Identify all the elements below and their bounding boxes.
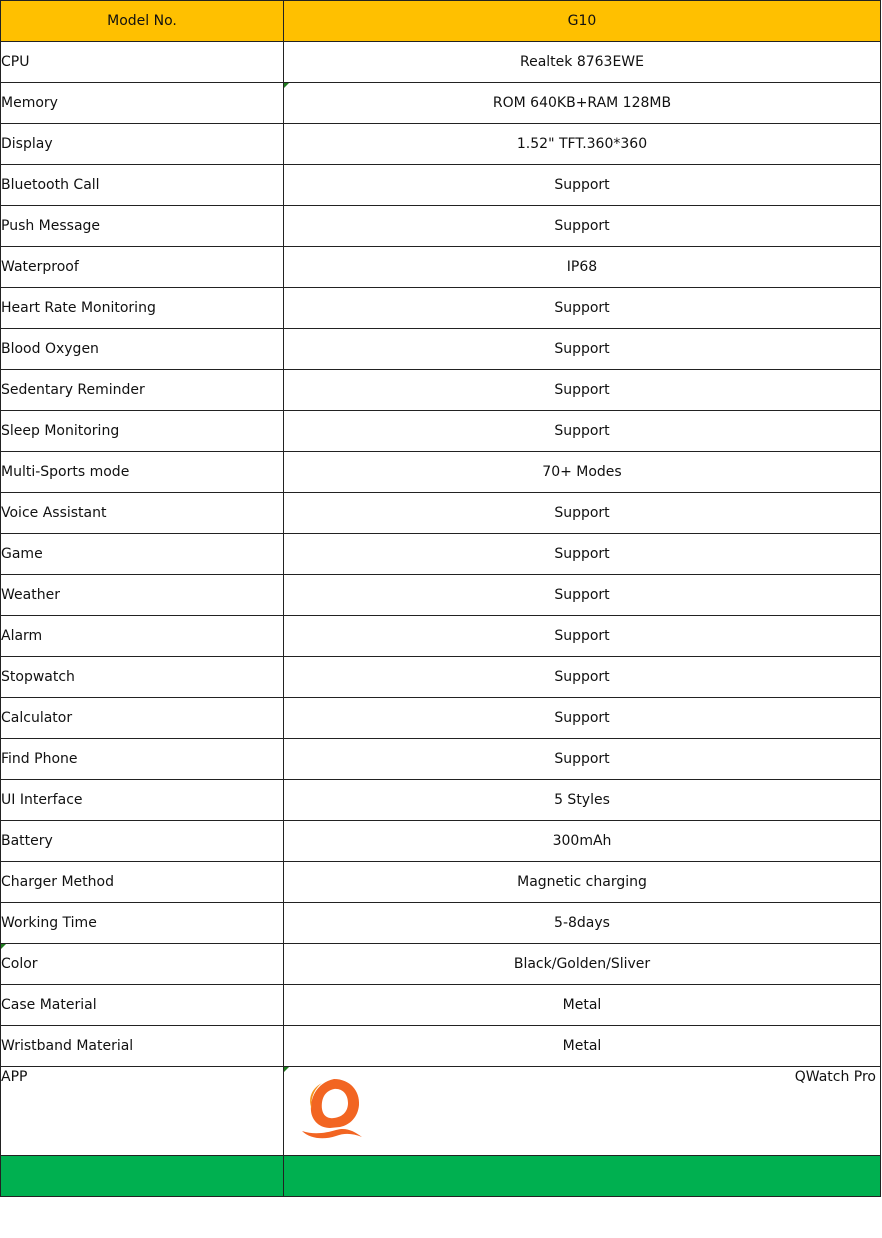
spec-value-cell bbox=[284, 42, 881, 83]
spec-row-battery bbox=[1, 821, 881, 862]
spec-label-cell bbox=[1, 575, 284, 616]
spec-label: Working Time bbox=[1, 915, 97, 931]
spec-value: 1.52" TFT.360*360 bbox=[516, 136, 648, 152]
spec-value: 300mAh bbox=[552, 833, 612, 849]
spec-row-app bbox=[1, 1067, 881, 1156]
spec-row-charger-method bbox=[1, 862, 881, 903]
spec-value-cell bbox=[284, 247, 881, 288]
spec-row-sedentary-reminder bbox=[1, 370, 881, 411]
spec-value-cell bbox=[284, 288, 881, 329]
spec-value: Black/Golden/Sliver bbox=[513, 956, 651, 972]
spec-label-cell bbox=[1, 288, 284, 329]
spec-label-cell bbox=[1, 944, 284, 985]
spec-value: Support bbox=[554, 423, 610, 439]
spec-value-cell bbox=[284, 575, 881, 616]
spec-label: Find Phone bbox=[1, 751, 78, 767]
spec-value-cell bbox=[284, 985, 881, 1026]
spec-row-alarm bbox=[1, 616, 881, 657]
spec-label-cell bbox=[1, 83, 284, 124]
spec-label: Case Material bbox=[1, 997, 97, 1013]
spec-value: Support bbox=[554, 382, 610, 398]
spec-label-cell bbox=[1, 124, 284, 165]
spec-value: Support bbox=[554, 177, 610, 193]
spec-label: Waterproof bbox=[1, 259, 79, 275]
spec-label: Voice Assistant bbox=[1, 505, 107, 521]
spec-label-cell bbox=[1, 411, 284, 452]
spec-label-cell bbox=[1, 985, 284, 1026]
spec-value-cell bbox=[284, 862, 881, 903]
spec-label-cell bbox=[1, 1026, 284, 1067]
spec-label: Calculator bbox=[1, 710, 73, 726]
spec-row-bluetooth-call bbox=[1, 165, 881, 206]
spec-label-cell bbox=[1, 493, 284, 534]
spec-row-working-time bbox=[1, 903, 881, 944]
spec-value: Support bbox=[554, 300, 610, 316]
spec-value: Metal bbox=[562, 997, 602, 1013]
spec-label: Display bbox=[1, 136, 53, 152]
spec-row-waterproof bbox=[1, 247, 881, 288]
footer-cell-right bbox=[284, 1156, 881, 1197]
spec-row-display bbox=[1, 124, 881, 165]
spec-value-cell bbox=[284, 780, 881, 821]
spec-row-wristband-material bbox=[1, 1026, 881, 1067]
spec-row-blood-oxygen bbox=[1, 329, 881, 370]
cell-comment-marker bbox=[1, 944, 6, 949]
spec-label: Game bbox=[1, 546, 43, 562]
spec-value: Support bbox=[554, 341, 610, 357]
spec-value: Support bbox=[554, 587, 610, 603]
spec-value-cell bbox=[284, 1026, 881, 1067]
spec-value-cell bbox=[284, 698, 881, 739]
spec-value: Realtek 8763EWE bbox=[519, 54, 644, 70]
spec-label: Color bbox=[1, 956, 38, 972]
spec-label: Sedentary Reminder bbox=[1, 382, 145, 398]
header-value: G10 bbox=[567, 13, 597, 29]
app-name: QWatch Pro bbox=[794, 1069, 876, 1085]
spec-row-memory bbox=[1, 83, 881, 124]
spec-value: Support bbox=[554, 505, 610, 521]
qwatch-logo-swoosh bbox=[302, 1129, 362, 1138]
spec-label-cell bbox=[1, 329, 284, 370]
app-label: APP bbox=[1, 1069, 28, 1085]
spec-value-cell bbox=[284, 821, 881, 862]
spec-value-cell bbox=[284, 944, 881, 985]
spec-row-heart-rate bbox=[1, 288, 881, 329]
spec-label: Heart Rate Monitoring bbox=[1, 300, 156, 316]
spec-value: Support bbox=[554, 628, 610, 644]
spec-label-cell bbox=[1, 534, 284, 575]
spec-row-calculator bbox=[1, 698, 881, 739]
spec-value-cell bbox=[284, 124, 881, 165]
app-label-cell bbox=[1, 1067, 284, 1156]
spec-row-multi-sports bbox=[1, 452, 881, 493]
spec-value: Magnetic charging bbox=[517, 874, 647, 890]
spec-value-cell bbox=[284, 165, 881, 206]
spec-row-find-phone bbox=[1, 739, 881, 780]
spec-value-cell bbox=[284, 616, 881, 657]
spec-value: Support bbox=[554, 546, 610, 562]
spec-row-voice-assistant bbox=[1, 493, 881, 534]
spec-label: CPU bbox=[1, 54, 30, 70]
spec-value-cell bbox=[284, 411, 881, 452]
spec-value: Support bbox=[554, 669, 610, 685]
spec-value-cell bbox=[284, 83, 881, 124]
spec-value-cell bbox=[284, 739, 881, 780]
spec-label-cell bbox=[1, 206, 284, 247]
spec-value-cell bbox=[284, 657, 881, 698]
spec-label: Blood Oxygen bbox=[1, 341, 99, 357]
spec-value-cell bbox=[284, 534, 881, 575]
spec-row-push-message bbox=[1, 206, 881, 247]
spec-label: UI Interface bbox=[1, 792, 83, 808]
spec-label-cell bbox=[1, 452, 284, 493]
spec-label-cell bbox=[1, 862, 284, 903]
spec-value: IP68 bbox=[566, 259, 598, 275]
spec-value: 5-8days bbox=[554, 915, 610, 931]
spec-label-cell bbox=[1, 698, 284, 739]
spec-row-sleep-monitoring bbox=[1, 411, 881, 452]
spec-label-cell bbox=[1, 739, 284, 780]
spec-label: Multi-Sports mode bbox=[1, 464, 130, 480]
spec-value-cell bbox=[284, 903, 881, 944]
spec-value: Support bbox=[554, 751, 610, 767]
spec-label: Stopwatch bbox=[1, 669, 75, 685]
spec-label-cell bbox=[1, 370, 284, 411]
spec-value: ROM 640KB+RAM 128MB bbox=[492, 95, 672, 111]
spec-value-cell bbox=[284, 329, 881, 370]
spec-label: Bluetooth Call bbox=[1, 177, 100, 193]
header-label-cell bbox=[1, 1, 284, 42]
spec-value-cell bbox=[284, 452, 881, 493]
cell-comment-marker bbox=[284, 1067, 289, 1072]
spec-label-cell bbox=[1, 657, 284, 698]
qwatch-logo-icon bbox=[300, 1075, 364, 1141]
spec-value: 70+ Modes bbox=[542, 464, 622, 480]
spec-label-cell bbox=[1, 42, 284, 83]
spec-label: Battery bbox=[1, 833, 53, 849]
app-value-cell bbox=[284, 1067, 881, 1156]
spec-label-cell bbox=[1, 616, 284, 657]
footer-cell-left bbox=[1, 1156, 284, 1197]
spec-label: Push Message bbox=[1, 218, 101, 234]
spec-label: Weather bbox=[1, 587, 60, 603]
spec-value: Support bbox=[554, 710, 610, 726]
spec-row-case-material bbox=[1, 985, 881, 1026]
spec-label-cell bbox=[1, 247, 284, 288]
spec-value: Metal bbox=[562, 1038, 602, 1054]
spec-label-cell bbox=[1, 165, 284, 206]
spec-label-cell bbox=[1, 780, 284, 821]
spec-row-color bbox=[1, 944, 881, 985]
spec-row-game bbox=[1, 534, 881, 575]
spec-label-cell bbox=[1, 903, 284, 944]
spec-table-body bbox=[1, 1, 881, 1197]
spec-value-cell bbox=[284, 370, 881, 411]
header-row bbox=[1, 1, 881, 42]
spec-label: Alarm bbox=[1, 628, 43, 644]
spec-value-cell bbox=[284, 493, 881, 534]
spec-value: Support bbox=[554, 218, 610, 234]
header-label: Model No. bbox=[107, 13, 177, 29]
spec-row-weather bbox=[1, 575, 881, 616]
spec-row-stopwatch bbox=[1, 657, 881, 698]
spec-label: Memory bbox=[1, 95, 58, 111]
spec-value-cell bbox=[284, 206, 881, 247]
spec-label: Charger Method bbox=[1, 874, 114, 890]
spec-label: Sleep Monitoring bbox=[1, 423, 120, 439]
spec-label: Wristband Material bbox=[1, 1038, 134, 1054]
cell-comment-marker bbox=[284, 83, 289, 88]
header-value-cell bbox=[284, 1, 881, 42]
footer-row bbox=[1, 1156, 881, 1197]
spec-row-ui-interface bbox=[1, 780, 881, 821]
spec-row-cpu bbox=[1, 42, 881, 83]
spec-value: 5 Styles bbox=[554, 792, 610, 808]
spec-label-cell bbox=[1, 821, 284, 862]
